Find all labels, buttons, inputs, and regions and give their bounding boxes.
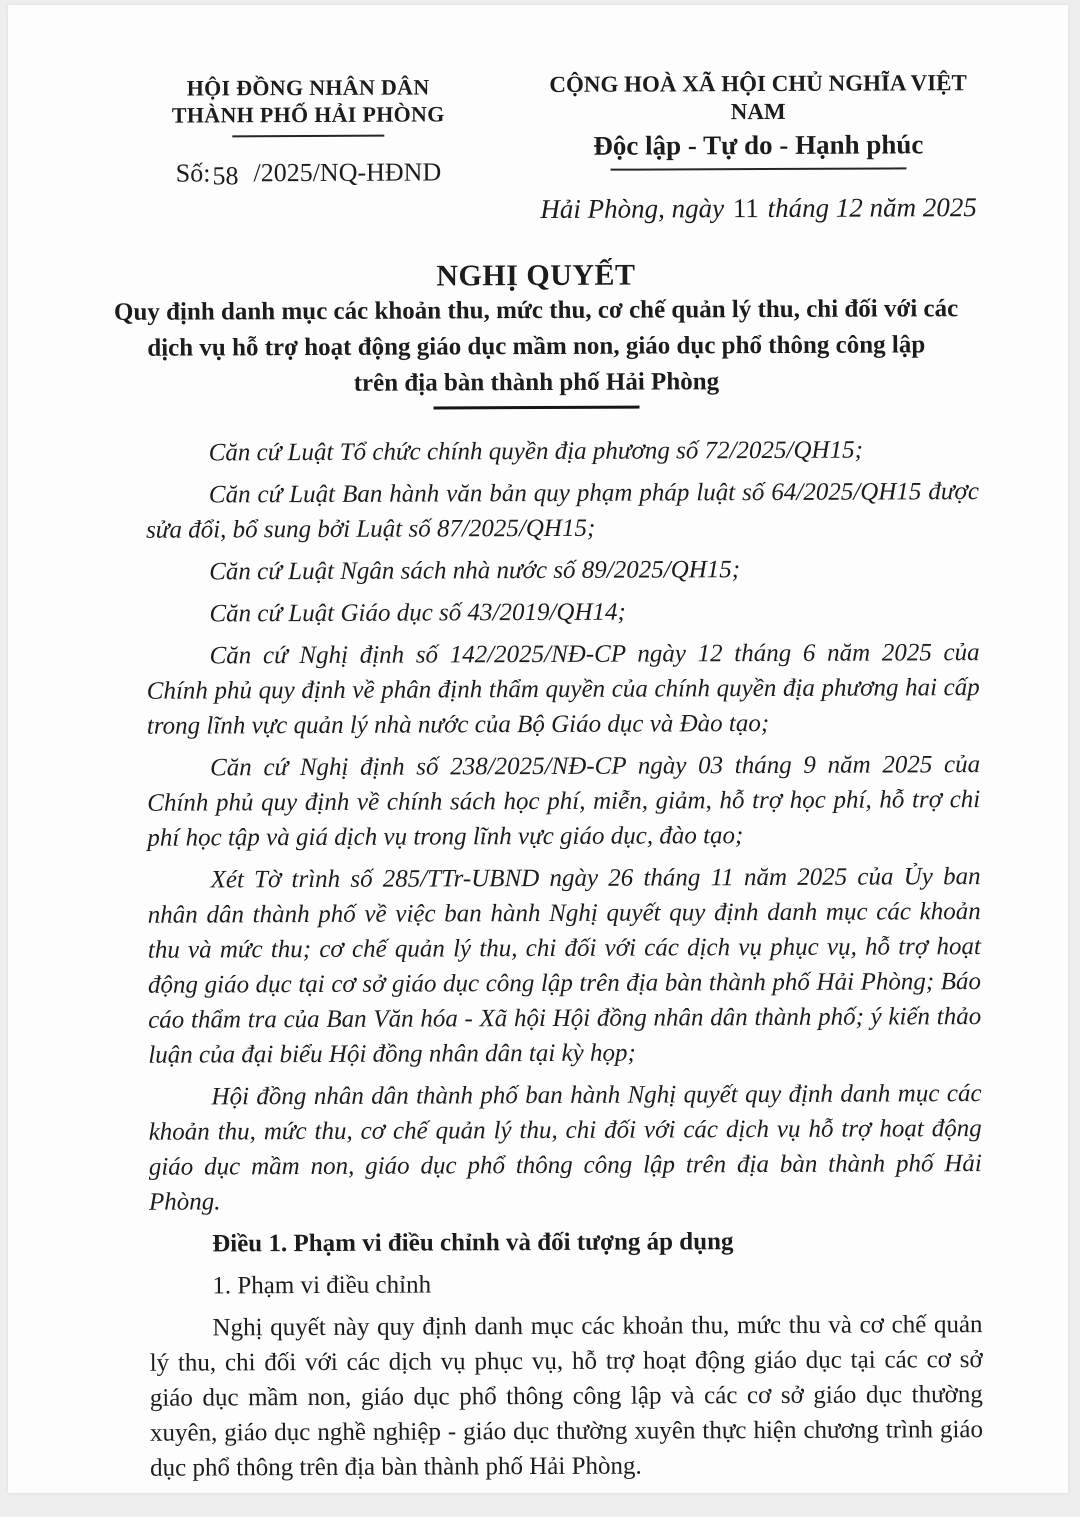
document-type-heading: NGHỊ QUYẾT bbox=[436, 258, 636, 293]
preamble-paragraph: Căn cứ Nghị định số 142/2025/NĐ-CP ngày 12 tháng 6 năm 2025 của Chính phủ quy định về phân định thẩm quyền của chính quyền địa phương hai cấp trong lĩnh vực quản lý nhà nước của Bộ Giáo dục và Đào tạo; bbox=[146, 639, 980, 740]
document-content bbox=[5, 3, 1071, 1496]
title-underline bbox=[434, 406, 640, 410]
issuing-authority-block bbox=[163, 73, 453, 191]
motto-underline bbox=[610, 167, 906, 170]
document-number-suffix: /2025/NQ-HĐND bbox=[253, 157, 442, 188]
date-place: Hải Phòng, ngày bbox=[540, 193, 725, 224]
preamble-paragraph: Căn cứ Luật Tổ chức chính quyền địa phương số 72/2025/QH15; bbox=[208, 436, 863, 467]
document-number bbox=[163, 157, 453, 191]
national-title: CỘNG HOÀ XÃ HỘI CHỦ NGHĨA VIỆT NAM bbox=[549, 70, 967, 125]
document-body bbox=[146, 432, 984, 1486]
article-1-clause-1-body: Nghị quyết này quy định danh mục các khoản thu, mức thu và cơ chế quản lý thu, chi đối với các dịch vụ phục vụ, hỗ trợ hoạt động giáo dục tại các cơ sở giáo dục mầm non, giáo dục phổ thông công lập và các cơ sở giáo dục thường xuyên, giáo dục nghề nghiệp - giáo dục thường xuyên thực hiện chương trình giáo dục phổ thông trên địa bàn thành phố Hải Phòng. bbox=[149, 1311, 984, 1482]
preamble-paragraph: Căn cứ Luật Ngân sách nhà nước số 89/2025/QH15; bbox=[209, 556, 741, 586]
date-rest: tháng 12 năm 2025 bbox=[767, 192, 977, 223]
document-page bbox=[8, 5, 1068, 1493]
preamble-paragraph: Xét Tờ trình số 285/TTr-UBND ngày 26 tháng 11 năm 2025 của Ủy ban nhân dân thành phố về việc ban hành Nghị quyết quy định danh mục các khoản thu và mức thu; cơ chế quản lý thu, chi đối với các dịch vụ phục vụ, hỗ trợ hoạt động giáo dục tại cơ sở giáo dục công lập trên địa bàn thành phố Hải Phòng; Báo cáo thẩm tra của Ban Văn hóa - Xã hội Hội đồng nhân dân thành phố; ý kiến thảo luận của đại biểu Hội đồng nhân dân tại kỳ họp; bbox=[147, 863, 982, 1069]
issuer-name-line1: HỘI ĐỒNG NHÂN DÂN bbox=[186, 74, 430, 101]
article-1-clause-1-heading: 1. Phạm vi điều chỉnh bbox=[212, 1271, 432, 1300]
preamble-paragraph: Căn cứ Luật Giáo dục số 43/2019/QH14; bbox=[209, 598, 626, 628]
national-motto: Độc lập - Tự do - Hạnh phúc bbox=[593, 129, 924, 161]
document-number-prefix: Số: bbox=[175, 158, 211, 188]
preamble-paragraph: Căn cứ Luật Ban hành văn bản quy phạm pháp luật số 64/2025/QH15 được sửa đổi, bổ sung bởi Luật số 87/2025/QH15; bbox=[145, 478, 979, 544]
date-line bbox=[528, 192, 990, 225]
document-subtitle-line1: Quy định danh mục các khoản thu, mức thu, cơ chế quản lý thu, chi đối với các bbox=[113, 295, 959, 326]
document-title-block bbox=[6, 257, 1067, 412]
preamble-paragraph: Hội đồng nhân dân thành phố ban hành Nghị quyết quy định danh mục các khoản thu, mức thu, cơ chế quản lý thu, chi đối với các dịch vụ hỗ trợ hoạt động giáo dục mầm non, giáo dục phổ thông công lập trên địa bàn thành phố Hải Phòng. bbox=[148, 1080, 982, 1216]
national-motto-block bbox=[527, 69, 990, 225]
document-subtitle-line2: dịch vụ hỗ trợ hoạt động giáo dục mầm non, giáo dục phổ thông công lập bbox=[147, 331, 926, 362]
document-number-value: 58 bbox=[212, 161, 239, 191]
issuer-name-line2: THÀNH PHỐ HẢI PHÒNG bbox=[171, 101, 445, 128]
document-header bbox=[5, 3, 1066, 224]
date-day: 11 bbox=[732, 193, 759, 224]
document-subtitle-line3: trên địa bàn thành phố Hải Phòng bbox=[353, 368, 720, 397]
issuer-underline bbox=[232, 135, 384, 138]
preamble-paragraph: Căn cứ Nghị định số 238/2025/NĐ-CP ngày 03 tháng 9 năm 2025 của Chính phủ quy định về chính sách học phí, miễn, giảm, hỗ trợ học phí, hỗ trợ chi phí học tập và giá dịch vụ trong lĩnh vực giáo dục, đào tạo; bbox=[147, 751, 981, 852]
article-1-heading: Điều 1. Phạm vi điều chỉnh và đối tượng áp dụng bbox=[212, 1228, 734, 1258]
